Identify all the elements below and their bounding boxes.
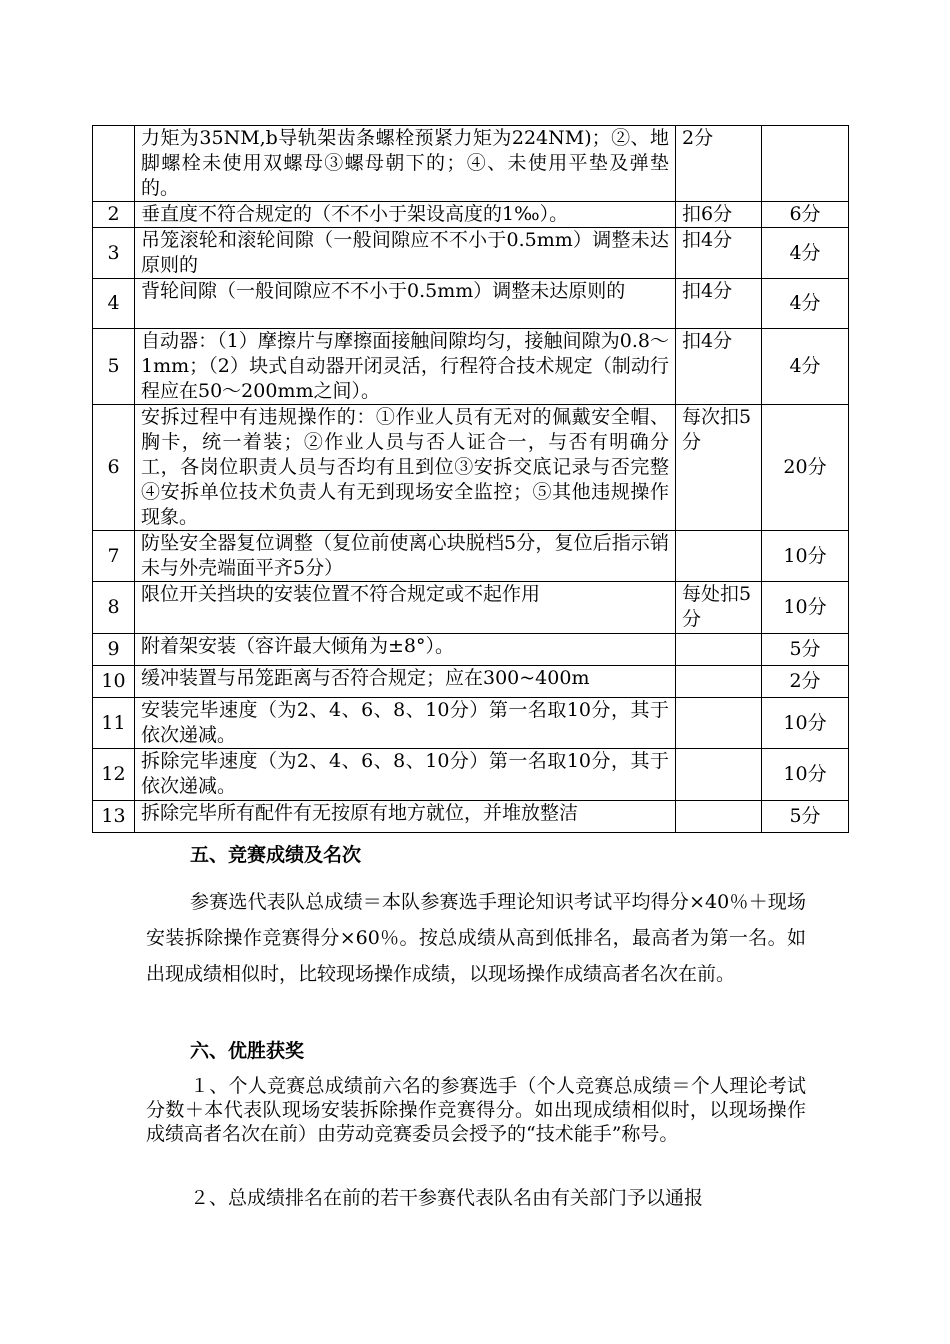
row-item-text: 吊笼滚轮和滚轮间隙（一般间隙应不不小于0.5mm）调整未达原则的 bbox=[135, 228, 676, 279]
row-deduction: 扣6分 bbox=[676, 202, 762, 228]
row-number: 11 bbox=[93, 698, 135, 749]
section-6-heading: 六、优胜获奖 bbox=[190, 1040, 305, 1062]
table-row bbox=[93, 329, 849, 405]
row-item-text: 防坠安全器复位调整（复位前使离心块脱档5分，复位后指示销未与外壳端面平齐5分） bbox=[135, 531, 676, 582]
row-number bbox=[93, 126, 135, 202]
row-item-text: 垂直度不符合规定的（不不小于架设高度的1‰）。 bbox=[135, 202, 676, 228]
row-deduction bbox=[676, 531, 762, 582]
row-number: 6 bbox=[93, 405, 135, 531]
row-number: 2 bbox=[93, 202, 135, 228]
row-deduction: 每次扣5分 bbox=[676, 405, 762, 531]
section-5-body: 参赛选代表队总成绩＝本队参赛选手理论知识考试平均得分×40％＋现场安装拆除操作竞赛得分×60％。按总成绩从高到低排名，最高者为第一名。如出现成绩相似时，比较现场操作成绩，以现场操作成绩高者名次在前。 bbox=[146, 891, 806, 985]
table-row bbox=[93, 582, 849, 634]
row-deduction: 扣4分 bbox=[676, 228, 762, 279]
row-deduction bbox=[676, 801, 762, 833]
row-number: 12 bbox=[93, 749, 135, 801]
row-score: 4分 bbox=[762, 279, 849, 329]
table-row bbox=[93, 801, 849, 833]
table-row bbox=[93, 666, 849, 698]
row-score: 5分 bbox=[762, 634, 849, 666]
section-6-item-1: １、个人竞赛总成绩前六名的参赛选手（个人竞赛总成绩＝个人理论考试分数＋本代表队现场安装拆除操作竞赛得分。如出现成绩相似时，以现场操作成绩高者名次在前）由劳动竞赛委员会授予的“技术能手”称号。 bbox=[146, 1075, 806, 1145]
row-deduction: 扣4分 bbox=[676, 279, 762, 329]
row-score: 10分 bbox=[762, 531, 849, 582]
row-item-text: 背轮间隙（一般间隙应不不小于0.5mm）调整未达原则的 bbox=[135, 279, 676, 329]
table-row bbox=[93, 698, 849, 749]
row-deduction: 扣4分 bbox=[676, 329, 762, 405]
row-number: 8 bbox=[93, 582, 135, 634]
row-deduction bbox=[676, 634, 762, 666]
row-number: 5 bbox=[93, 329, 135, 405]
table-row bbox=[93, 749, 849, 801]
row-number: 10 bbox=[93, 666, 135, 698]
row-item-text: 安装完毕速度（为2、4、6、8、10分）第一名取10分，其于依次递减。 bbox=[135, 698, 676, 749]
row-deduction bbox=[676, 749, 762, 801]
row-number: 7 bbox=[93, 531, 135, 582]
table-row bbox=[93, 279, 849, 329]
row-item-text: 拆除完毕速度（为2、4、6、8、10分）第一名取10分，其于依次递减。 bbox=[135, 749, 676, 801]
row-score: 5分 bbox=[762, 801, 849, 833]
row-score: 4分 bbox=[762, 329, 849, 405]
row-item-text: 自动器：（1）摩擦片与摩擦面接触间隙均匀，接触间隙为0.8～1mm；（2）块式自动器开闭灵活，行程符合技术规定（制动行程应在50～200mm之间）。 bbox=[135, 329, 676, 405]
row-deduction: 每处扣5分 bbox=[676, 582, 762, 634]
row-score: 10分 bbox=[762, 749, 849, 801]
table-row bbox=[93, 228, 849, 279]
table-row bbox=[93, 405, 849, 531]
row-deduction bbox=[676, 698, 762, 749]
section-6-item-2: ２、总成绩排名在前的若干参赛代表队名由有关部门予以通报 bbox=[190, 1187, 704, 1209]
row-item-text: 拆除完毕所有配件有无按原有地方就位，并堆放整洁 bbox=[135, 801, 676, 833]
row-number: 9 bbox=[93, 634, 135, 666]
table-row bbox=[93, 531, 849, 582]
row-score bbox=[762, 126, 849, 202]
row-score: 6分 bbox=[762, 202, 849, 228]
row-deduction bbox=[676, 666, 762, 698]
section-5-heading: 五、竞赛成绩及名次 bbox=[190, 844, 362, 866]
row-item-text: 力矩为35NM,b导轨架齿条螺栓预紧力矩为224NM)；②、地脚螺栓未使用双螺母③螺母朝下的；④、未使用平垫及弹垫的。 bbox=[135, 126, 676, 202]
row-score: 2分 bbox=[762, 666, 849, 698]
table-row bbox=[93, 126, 849, 202]
row-deduction: 2分 bbox=[676, 126, 762, 202]
row-item-text: 安拆过程中有违规操作的：①作业人员有无对的佩戴安全帽、胸卡，统一着装；②作业人员与否人证合一，与否有明确分工，各岗位职责人员与否均有且到位③安拆交底记录与否完整④安拆单位技术负责人有无到现场安全监控；⑤其他违规操作现象。 bbox=[135, 405, 676, 531]
row-score: 10分 bbox=[762, 582, 849, 634]
table-row bbox=[93, 634, 849, 666]
row-item-text: 缓冲装置与吊笼距离与否符合规定；应在300~400m bbox=[135, 666, 676, 698]
row-score: 20分 bbox=[762, 405, 849, 531]
row-number: 3 bbox=[93, 228, 135, 279]
row-score: 10分 bbox=[762, 698, 849, 749]
row-number: 4 bbox=[93, 279, 135, 329]
row-score: 4分 bbox=[762, 228, 849, 279]
scoring-table bbox=[92, 125, 849, 833]
row-number: 13 bbox=[93, 801, 135, 833]
table-row bbox=[93, 202, 849, 228]
row-item-text: 附着架安装（容许最大倾角为±8°）。 bbox=[135, 634, 676, 666]
row-item-text: 限位开关挡块的安装位置不符合规定或不起作用 bbox=[135, 582, 676, 634]
